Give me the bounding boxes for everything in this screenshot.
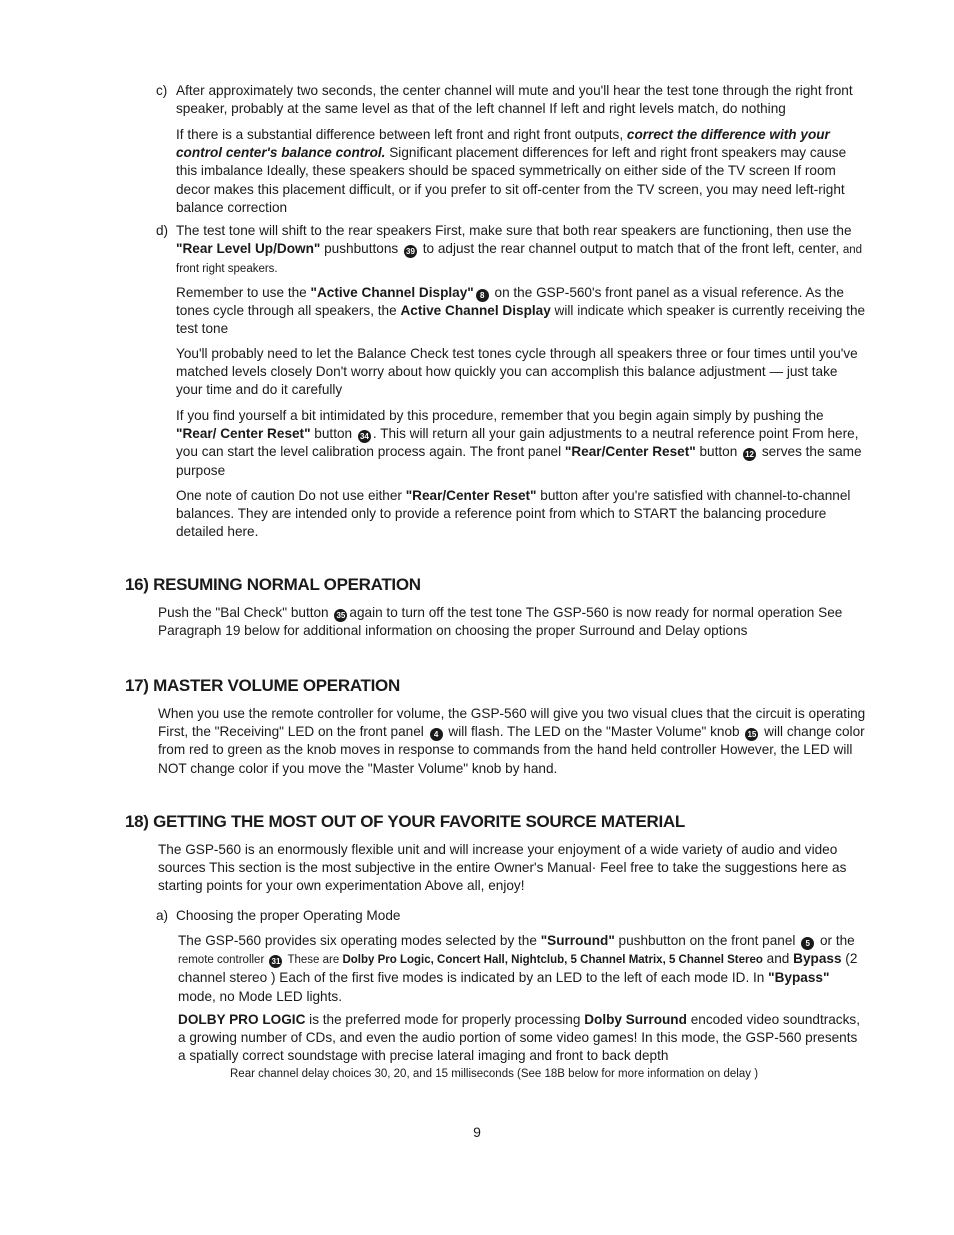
- bold-text: Dolby Surround: [584, 1012, 687, 1027]
- section-17-paragraph: [158, 705, 866, 778]
- text-run: remote controller: [178, 954, 268, 967]
- bold-text: "Active Channel Display": [310, 285, 474, 300]
- bold-text: Active Channel Display: [400, 303, 551, 319]
- callout-number-icon: 15: [745, 728, 758, 741]
- text-run: Significant placement differences for left and right front speakers may cause this imbalance Ideally, these speakers should be spaced symmetrically on either side of the TV screen If room decor makes this placement difficult, or if you prefer to sit off-center from the TV screen, you may need left-right balance correction: [176, 145, 847, 215]
- callout-number-icon: 31: [269, 955, 282, 968]
- text-run: The test tone will shift to the rear speakers First, make sure that both rear speakers are functioning, then use the: [176, 223, 852, 238]
- text-run: Push the "Bal Check" button: [158, 605, 333, 620]
- section-17-heading: 17) MASTER VOLUME OPERATION: [125, 676, 400, 695]
- callout-number-icon: 35: [334, 609, 347, 622]
- text-run: pushbuttons: [320, 241, 402, 257]
- section-16-heading: 16) RESUMING NORMAL OPERATION: [125, 575, 421, 594]
- callout-number-icon: 8: [476, 289, 489, 302]
- callout-number-icon: 39: [404, 245, 417, 258]
- text-run: will indicate which speaker is currently receiving the test tone: [176, 303, 866, 337]
- balance-difference-paragraph: [176, 126, 866, 217]
- page-number: 9: [473, 1124, 481, 1140]
- text-run: One note of caution Do not use either: [176, 488, 406, 503]
- bold-text: DOLBY PRO LOGIC: [178, 1012, 306, 1027]
- bold-text: Bypass: [793, 951, 842, 967]
- text-run: to adjust the rear channel output to match that of the front left, center,: [418, 241, 843, 257]
- step-d-text: [176, 222, 866, 279]
- bold-text: Dolby Pro Logic, Concert Hall, Nightclub, 5 Channel Matrix, 5 Channel Stereo: [342, 954, 763, 967]
- bold-text: "Rear Level Up/Down": [176, 241, 321, 257]
- dolby-pro-logic-paragraph: [178, 1011, 866, 1066]
- text-run: (2 channel stereo ) Each of the first five modes is indicated by an LED to the left of each mode ID. In: [178, 951, 858, 986]
- text-run: again to turn off the test tone The GSP-560 is now ready for normal operation See Paragraph 19 below for additional information on choosing the proper Surround and Delay options: [158, 605, 843, 639]
- intimidated-paragraph: [176, 407, 866, 480]
- probably-paragraph: You'll probably need to let the Balance Check test tones cycle through all speakers three or four times until you've matched levels closely Don't worry about how quickly you can accomplish this balance adjustment — just take your time and do it carefully: [176, 346, 858, 398]
- callout-number-icon: 34: [358, 430, 371, 443]
- text-run: Remember to use the: [176, 285, 311, 300]
- step-d-label: d): [156, 223, 169, 238]
- text-run: will flash. The LED on the "Master Volume" knob: [444, 724, 744, 740]
- emphasis-text: correct the difference with your control center's balance control.: [176, 127, 830, 161]
- bold-text: "Surround": [540, 933, 615, 948]
- text-run: button: [695, 444, 742, 460]
- text-run: button after you're satisfied with channel-to-channel balances. They are intended only to provide a reference point from which to START the balancing procedure detailed here.: [176, 488, 851, 540]
- step-a-label: a): [156, 908, 169, 923]
- callout-number-icon: 4: [430, 728, 443, 741]
- bold-text: "Bypass": [768, 970, 830, 986]
- text-run: When you use the remote controller for volume, the GSP-560 will give you two visual clues that the circuit is operating First, the "Receiving" LED on the front panel: [158, 706, 866, 740]
- text-run: If you find yourself a bit intimidated by this procedure, remember that you begin again simply by pushing the: [176, 408, 824, 423]
- section-18-heading: 18) GETTING THE MOST OUT OF YOUR FAVORITE SOURCE MATERIAL: [125, 812, 685, 831]
- text-run: If there is a substantial difference between left front and right front outputs,: [176, 127, 627, 142]
- section-18-paragraph: The GSP-560 is an enormously flexible unit and will increase your enjoyment of a wide variety of audio and video sources This section is the most subjective in the entire Owner's Manual· Feel free to take the suggestions here as starting points for your own experimentation Above all, enjoy!: [158, 842, 847, 894]
- text-run: serves the same purpose: [176, 444, 862, 478]
- operating-modes-paragraph: [178, 932, 866, 1006]
- text-run: and: [762, 951, 794, 967]
- text-run: encoded video soundtracks, a growing number of CDs, and even the audio portion of some video games! In this mode, the GSP-560 presents a spatially correct soundstage with precise lateral imaging and front to back depth: [178, 1012, 860, 1064]
- callout-number-icon: 5: [801, 937, 814, 950]
- caution-paragraph: [176, 487, 866, 542]
- text-run: mode, no Mode LED lights.: [178, 988, 342, 1004]
- text-run: on the GSP-560's front panel as a visual reference. As the tones cycle through all speakers, the: [176, 285, 844, 319]
- text-run: . This will return all your gain adjustments to a neutral reference point From here, you can start the level calibration process again. The front panel: [176, 426, 859, 460]
- text-run: These are: [284, 954, 343, 967]
- text-run: pushbutton on the front panel: [614, 933, 800, 948]
- text-run: and front right speakers.: [176, 244, 863, 276]
- section-16-paragraph: [158, 604, 866, 640]
- text-run: or the: [816, 933, 855, 948]
- step-c-text: After approximately two seconds, the center channel will mute and you'll hear the test tone through the right front speaker, probably at the same level as that of the left channel If left and right levels match, do nothing: [176, 83, 853, 117]
- step-c: [156, 82, 866, 118]
- text-run: The GSP-560 provides six operating modes selected by the: [178, 933, 541, 948]
- rear-delay-note: Rear channel delay choices 30, 20, and 15 milliseconds (See 18B below for more information on delay ): [230, 1068, 759, 1080]
- step-c-label: c): [156, 83, 168, 98]
- text-run: is the preferred mode for properly processing: [305, 1012, 585, 1027]
- bold-text: "Rear/Center Reset": [405, 488, 537, 503]
- step-a: [156, 907, 866, 925]
- step-a-text: Choosing the proper Operating Mode: [176, 908, 401, 923]
- remember-paragraph: [176, 284, 866, 339]
- callout-number-icon: 12: [743, 448, 756, 461]
- step-d: [156, 222, 866, 279]
- text-run: button: [310, 426, 356, 442]
- text-run: will change color from red to green as the knob moves in response to commands from the hand held controller However, the LED will NOT change color if you move the "Master Volume" knob by hand.: [158, 724, 865, 776]
- bold-text: "Rear/ Center Reset": [176, 426, 311, 442]
- bold-text: "Rear/Center Reset": [564, 444, 696, 460]
